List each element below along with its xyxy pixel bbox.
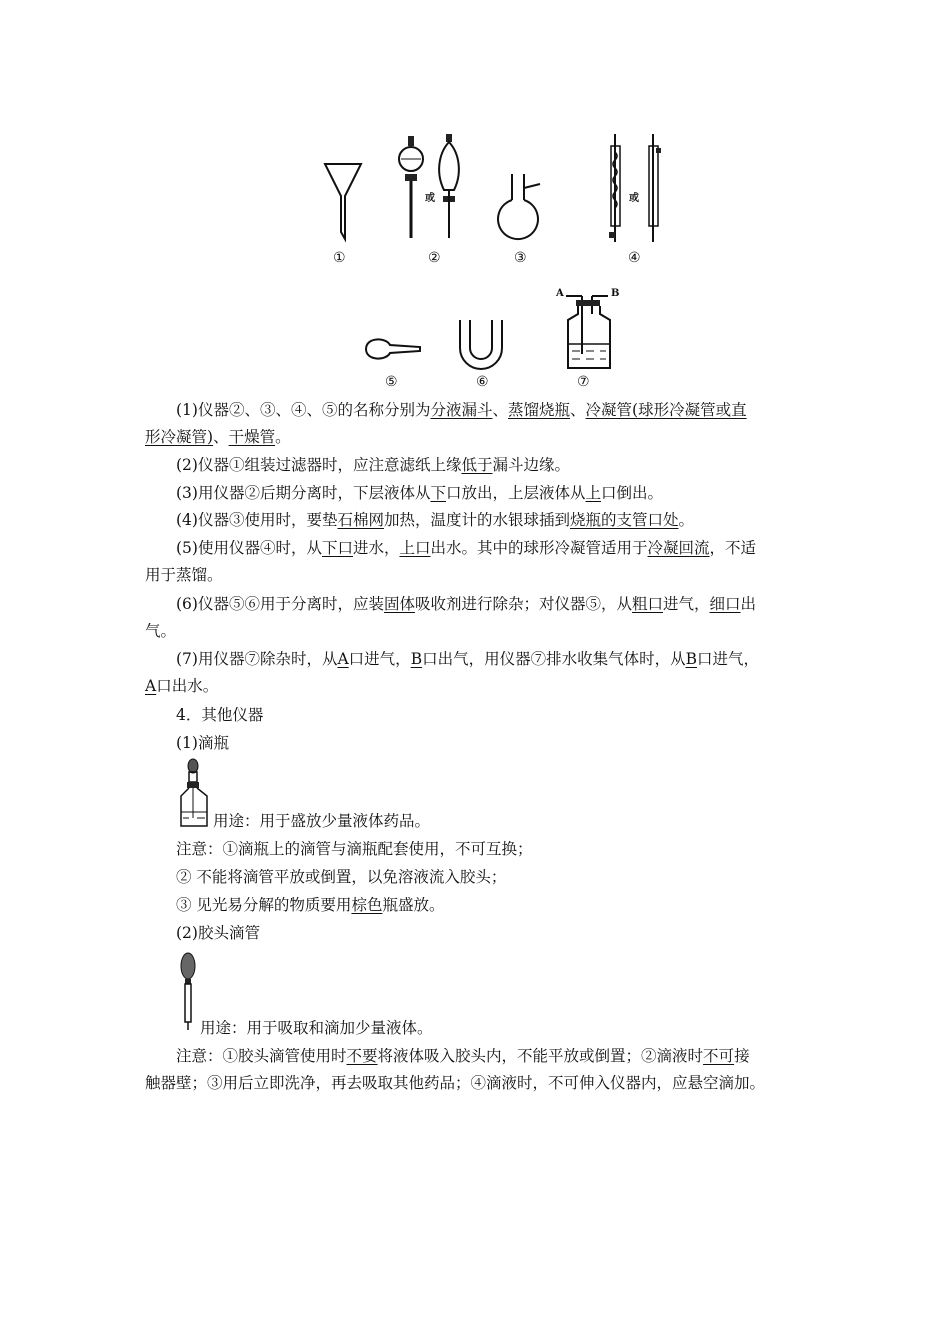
label-5: ⑤ xyxy=(385,374,398,390)
rubber-dropper-icon xyxy=(179,952,199,1032)
paragraph-6: (6)仪器⑤⑥用于分离时，应装固体吸收剂进行除杂；对仪器⑤，从粗口进气，细口出 气。 xyxy=(145,595,757,640)
paragraph-1: (1)仪器②、③、④、⑤的名称分别为分液漏斗、蒸馏烧瓶、冷凝管(球形冷凝管或直 形冷凝管)、干燥管。 xyxy=(145,401,747,446)
dropper-bottle-icon xyxy=(177,758,213,828)
label-4: ④ xyxy=(628,250,641,266)
paragraph-3: (3)用仪器②后期分离时，下层液体从下口放出，上层液体从上口倒出。 xyxy=(176,484,664,502)
funnel-icon xyxy=(323,162,363,242)
dropper-bottle-note-3: ③ 见光易分解的物质要用棕色瓶盛放。 xyxy=(176,896,445,914)
dropper-bottle-title: (1)滴瓶 xyxy=(176,734,229,752)
u-tube-icon xyxy=(456,318,506,370)
paragraph-2: (2)仪器①组装过滤器时，应注意滤纸上缘低于漏斗边缘。 xyxy=(176,456,570,474)
label-1: ① xyxy=(333,250,346,266)
dropper-bottle-note-2: ② 不能将滴管平放或倒置，以免溶液流入胶头； xyxy=(176,868,507,886)
drying-tube-icon xyxy=(364,335,424,365)
port-b-label: B xyxy=(611,288,620,299)
distillation-flask-icon xyxy=(498,172,548,244)
port-a-label: A xyxy=(556,288,564,299)
paragraph-4: (4)仪器③使用时，要垫石棉网加热，温度计的水银球插到烧瓶的支管口处。 xyxy=(176,511,695,529)
or-text-2: 或 xyxy=(629,193,639,204)
paragraph-7: (7)用仪器⑦除杂时，从A口进气，B口出气，用仪器⑦排水收集气体时，从B口进气， A口出水。 xyxy=(145,650,759,695)
dropper-bottle-note-1: 注意：①滴瓶上的滴管与滴瓶配套使用，不可互换； xyxy=(176,840,533,858)
or-text-1: 或 xyxy=(425,193,435,204)
label-2: ② xyxy=(428,250,441,266)
label-3: ③ xyxy=(514,250,527,266)
dropper-bottle-use: 用途：用于盛放少量液体药品。 xyxy=(213,812,431,830)
label-6: ⑥ xyxy=(476,374,489,390)
section-4-heading: 4．其他仪器 xyxy=(176,706,264,724)
paragraph-5: (5)使用仪器④时，从下口进水，上口出水。其中的球形冷凝管适用于冷凝回流，不适 用于蒸馏。 xyxy=(145,539,757,584)
label-7: ⑦ xyxy=(577,374,590,390)
gas-washing-bottle-icon xyxy=(560,290,620,372)
dropper-use: 用途：用于吸取和滴加少量液体。 xyxy=(200,1019,433,1037)
dropper-note: 注意：①胶头滴管使用时不要将液体吸入胶头内，不能平放或倒置；②滴液时不可接 触器壁；③用后立即洗净，再去吸取其他药品；④滴液时，不可伸入仪器内，应悬空滴加。 xyxy=(145,1047,766,1092)
dropper-title: (2)胶头滴管 xyxy=(176,924,260,942)
